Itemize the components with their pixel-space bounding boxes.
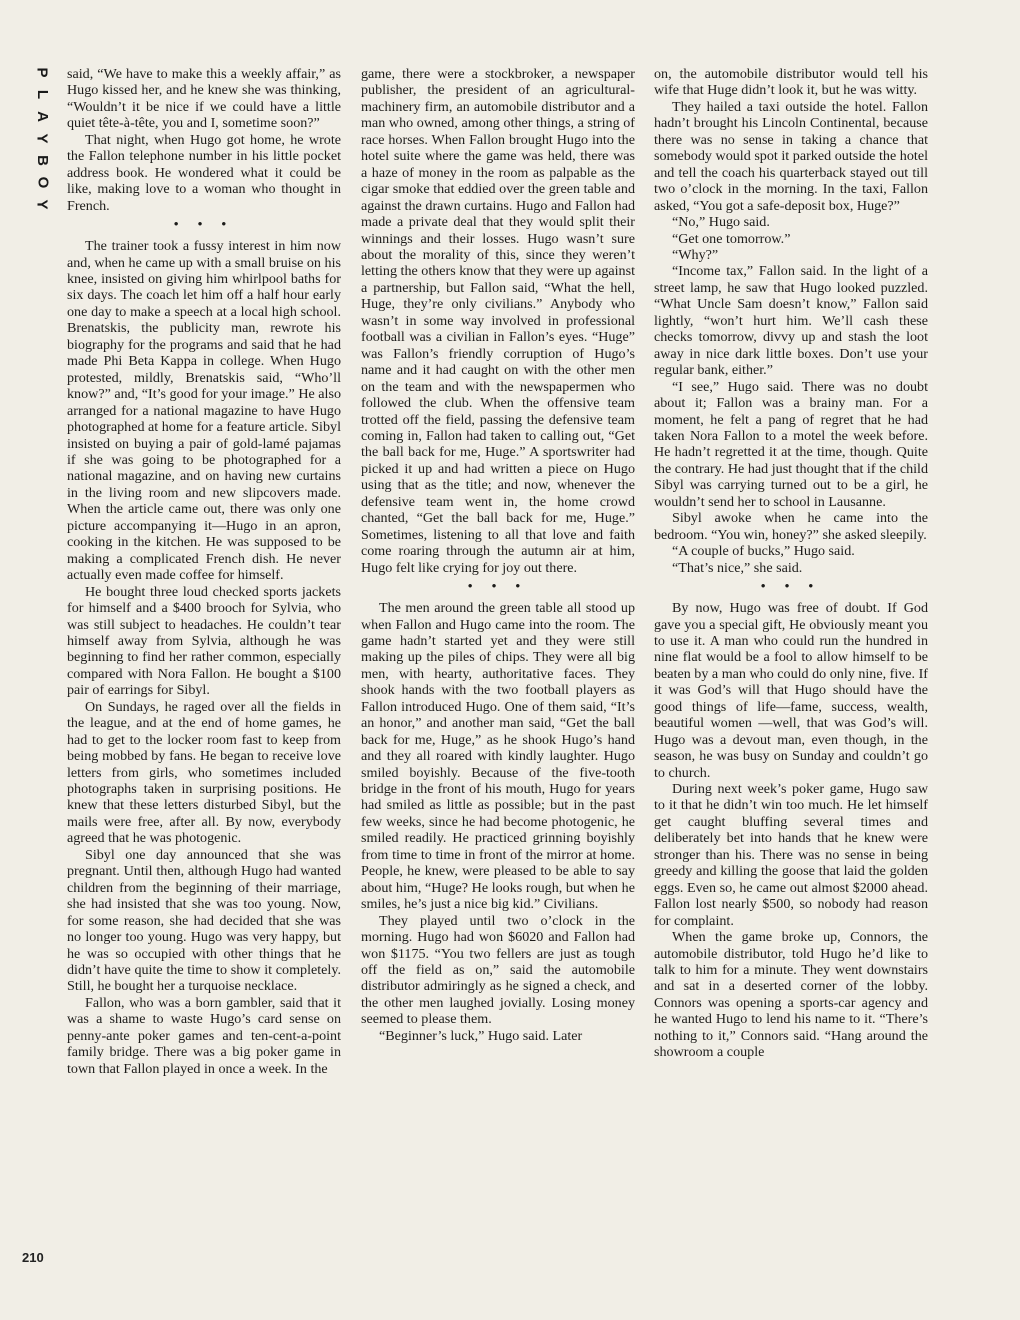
- paragraph: on, the automobile distributor would tell his wife that Huge didn’t look it, but he was witty.: [654, 66, 928, 99]
- masthead-letter: P: [33, 67, 51, 79]
- paragraph: They played until two o’clock in the morning. Hugo had won $6020 and Fallon had won $1175. “You two fellers are just as tough off the field as on,” said the automobile distributor admiringly as he signed a check, and the other men laughed jovially. Losing money seemed to please them.: [361, 912, 635, 1028]
- paragraph: “I see,” Hugo said. There was no doubt about it; Fallon was a brainy man. For a moment, he felt a pang of regret that he had taken Nora Fallon to a motel the week before. He hadn’t regretted it at the time, though. Quite the contrary. He had just thought that if the child Sibyl was carrying turned out to be a girl, he wouldn’t send her to school in Lausanne.: [654, 378, 928, 510]
- masthead-letter: Y: [33, 133, 51, 145]
- paragraph: said, “We have to make this a weekly affair,” as Hugo kissed her, and he knew she was thinking, “Wouldn’t it be nice if we could have a little quiet tête-à-tête, you and I, sometime soon?”: [67, 66, 341, 132]
- paragraph: He bought three loud checked sports jackets for himself and a $400 brooch for Sylvia, who was still subject to headaches. He couldn’t tear himself away from Sylvia, although he was beginning to find her rather common, especially compared with Nora Fallon. He bought a $100 pair of earrings for Sibyl.: [67, 583, 341, 699]
- paragraph: “Beginner’s luck,” Hugo said. Later: [379, 1027, 583, 1044]
- paragraph: During next week’s poker game, Hugo saw to it that he didn’t win too much. He let himself get caught bluffing several times and deliberately bet into hands that he knew were stronger than his. There was no sense in being greedy and killing the goose that laid the golden eggs. Even so, he came out almost $2000 ahead. Fallon lost nearly $500, so nobody had reason for complaint.: [654, 781, 928, 929]
- paragraph: The trainer took a fussy interest in him now and, when he came up with a small bruise on his knee, insisted on giving him whirlpool baths for six days. The coach let him off a half hour early one day to make a speech at a local high school. Brenatskis, the publicity man, rewrote his biography for the programs and said that he had made Phi Beta Kappa in college. When Hugo protested, mildly, Brenatskis said, “Who’ll know?” and, “It’s good for your image.” He also arranged for a national magazine to have Hugo photographed at home for a feature article. Sibyl insisted on buying a pair of gold-lamé pajamas if she was going to be photographed for a national magazine, and on having new curtains in the living room and new slipcovers made. When the article came out, there was only one picture accompanying it—Hugo in an apron, cooking in the kitchen. He was supposed to be making a complicated French dish. He never actually even made coffee for himself.: [67, 238, 341, 584]
- paragraph: “Why?”: [672, 246, 719, 263]
- masthead-letter: L: [33, 89, 51, 101]
- paragraph: “That’s nice,” she said.: [672, 559, 803, 576]
- masthead-letter: O: [33, 176, 51, 190]
- paragraph: “A couple of bucks,” Hugo said.: [672, 543, 855, 560]
- masthead-letter: B: [34, 155, 51, 167]
- paragraph: When the game broke up, Connors, the automobile distributor, told Hugo he’d like to talk to him for a minute. They went downstairs and sat in a deserted corner of the lobby. Connors was opening a sports-car agency and he wanted Hugo to lend his name to it. “There’s nothing to it,” Connors said. “Hang around the showroom a couple: [654, 929, 928, 1061]
- paragraph: Fallon, who was a born gambler, said that it was a shame to waste Hugo’s card sense on penny-ante poker games and ten-cent-a-point family bridge. There was a big poker game in town that Fallon played in once a week. In the: [67, 994, 341, 1077]
- paragraph: game, there were a stockbroker, a newspaper publisher, the president of an agricultural-machinery firm, an automobile distributor and a man who owned, among other things, a string of race horses. When Fallon brought Hugo into the hotel suite where the game was held, there was a haze of money in the room as palpable as the cigar smoke that eddied over the green table and against the drawn curtains. Hugo and Fallon had made a private deal that they would split their winnings and their losses. Hugo wasn’t sure about the morality of this, since they weren’t letting the others know that they were up against a partnership, but Fallon said, “What the hell, Huge, they’re only civilians.” Anybody who wasn’t in some way involved in professional football was a civilian in Fallon’s eyes. “Huge” was Fallon’s friendly corruption of Hugo’s name and it had caught on with the other men on the team and with the newspapermen who followed the club. When the offensive team trotted off the field, passing the defensive team coming in, Fallon had taken to calling out, “Get the ball back for me, Huge.” A sportswriter had picked it up and had written a piece on Hugo using that as the title; and now, whenever the defensive team went in, the home crowd chanted, “Get the ball back for me, Huge.” Sometimes, listening to all that love and faith come roaring through the autumn air at him, Hugo felt like crying for joy out there.: [361, 66, 635, 576]
- paragraph: “Get one tomorrow.”: [672, 230, 791, 247]
- text-column-1: [67, 66, 341, 1077]
- paragraph: Sibyl one day announced that she was pregnant. Until then, although Hugo had wanted children from the beginning of their marriage, she had insisted that she was too young. Now, for some reason, she had decided that she was no longer too young. Hugo was very happy, but he was so occupied with other things that he didn’t have quite the time to show it completely. Still, he bought her a turquoise necklace.: [67, 846, 341, 995]
- paragraph: The men around the green table all stood up when Fallon and Hugo came into the room. The game hadn’t started yet and they were still making up the piles of chips. They were all big men, with hearty, authoritative faces. They shook hands with the two football players as Fallon introduced Hugo. One of them said, “It’s an honor,” and another man said, “Get the ball back for me, Huge,” as he shook Hugo’s hand and they all roared with kindly laughter. Hugo smiled boyishly. Because of the five-tooth bridge in the front of his mouth, Hugo for years had smiled as little as possible; but in the past few weeks, since he had become photogenic, he smiled readily. He practiced grinning boyishly from time to time in front of the mirror at home. People, he knew, were pleased to be able to say about him, “Huge? He looks rough, but when he smiles, he’s just a nice big kid.” Civilians.: [361, 600, 635, 913]
- paragraph: Sibyl awoke when he came into the bedroom. “You win, honey?” she asked sleepily.: [654, 510, 928, 543]
- masthead-letter: Y: [33, 199, 51, 211]
- paragraph: “Income tax,” Fallon said. In the light of a street lamp, he saw that Hugo looked puzzled. “What Uncle Sam doesn’t know,” Fallon said lightly, “won’t hurt him. We’ll cash these checks tomorrow, divvy up and stash the loot away in nice dark little boxes. Don’t use your regular bank, either.”: [654, 263, 928, 379]
- paragraph: On Sundays, he raged over all the fields in the league, and at the end of home games, he had to get to the locker room fast to keep from being mobbed by fans. He began to receive love letters from girls, who sometimes included photographs taken in surprising positions. He knew that these letters disturbed Sibyl, but the mails were free, after all. By now, everybody agreed that he was photogenic.: [67, 698, 341, 847]
- section-break: • • •: [760, 578, 822, 594]
- section-break: • • •: [173, 216, 235, 232]
- section-break: • • •: [467, 578, 529, 594]
- paragraph: By now, Hugo was free of doubt. If God gave you a special gift, He obviously meant you to use it. A man who could run the hundred in nine flat would be a fool to allow himself to be beaten by a man who could do only nine, five. If it was God’s will that Hugo should have the good things of life—fame, success, wealth, beautiful women —well, that was God’s will. Hugo was a devout man, even though, in the season, he was busy on Sunday and couldn’t go to church.: [654, 600, 928, 781]
- masthead-letter: A: [34, 111, 51, 123]
- masthead-playboy: [24, 62, 60, 222]
- paragraph: “No,” Hugo said.: [672, 214, 770, 231]
- text-column-3: [654, 66, 928, 1061]
- text-column-2: [361, 66, 635, 1044]
- paragraph: That night, when Hugo got home, he wrote the Fallon telephone number in his little pocket address book. He wondered what it could be like, making love to a woman who thought in French.: [67, 131, 341, 214]
- paragraph: They hailed a taxi outside the hotel. Fallon hadn’t brought his Lincoln Continental, because there was no sense in taking a chance that somebody would spot it parked outside the hotel and tell the coach his quarterback stayed out till two o’clock in the morning. In the taxi, Fallon asked, “You got a safe-deposit box, Huge?”: [654, 98, 928, 214]
- page-number: 210: [22, 1250, 44, 1265]
